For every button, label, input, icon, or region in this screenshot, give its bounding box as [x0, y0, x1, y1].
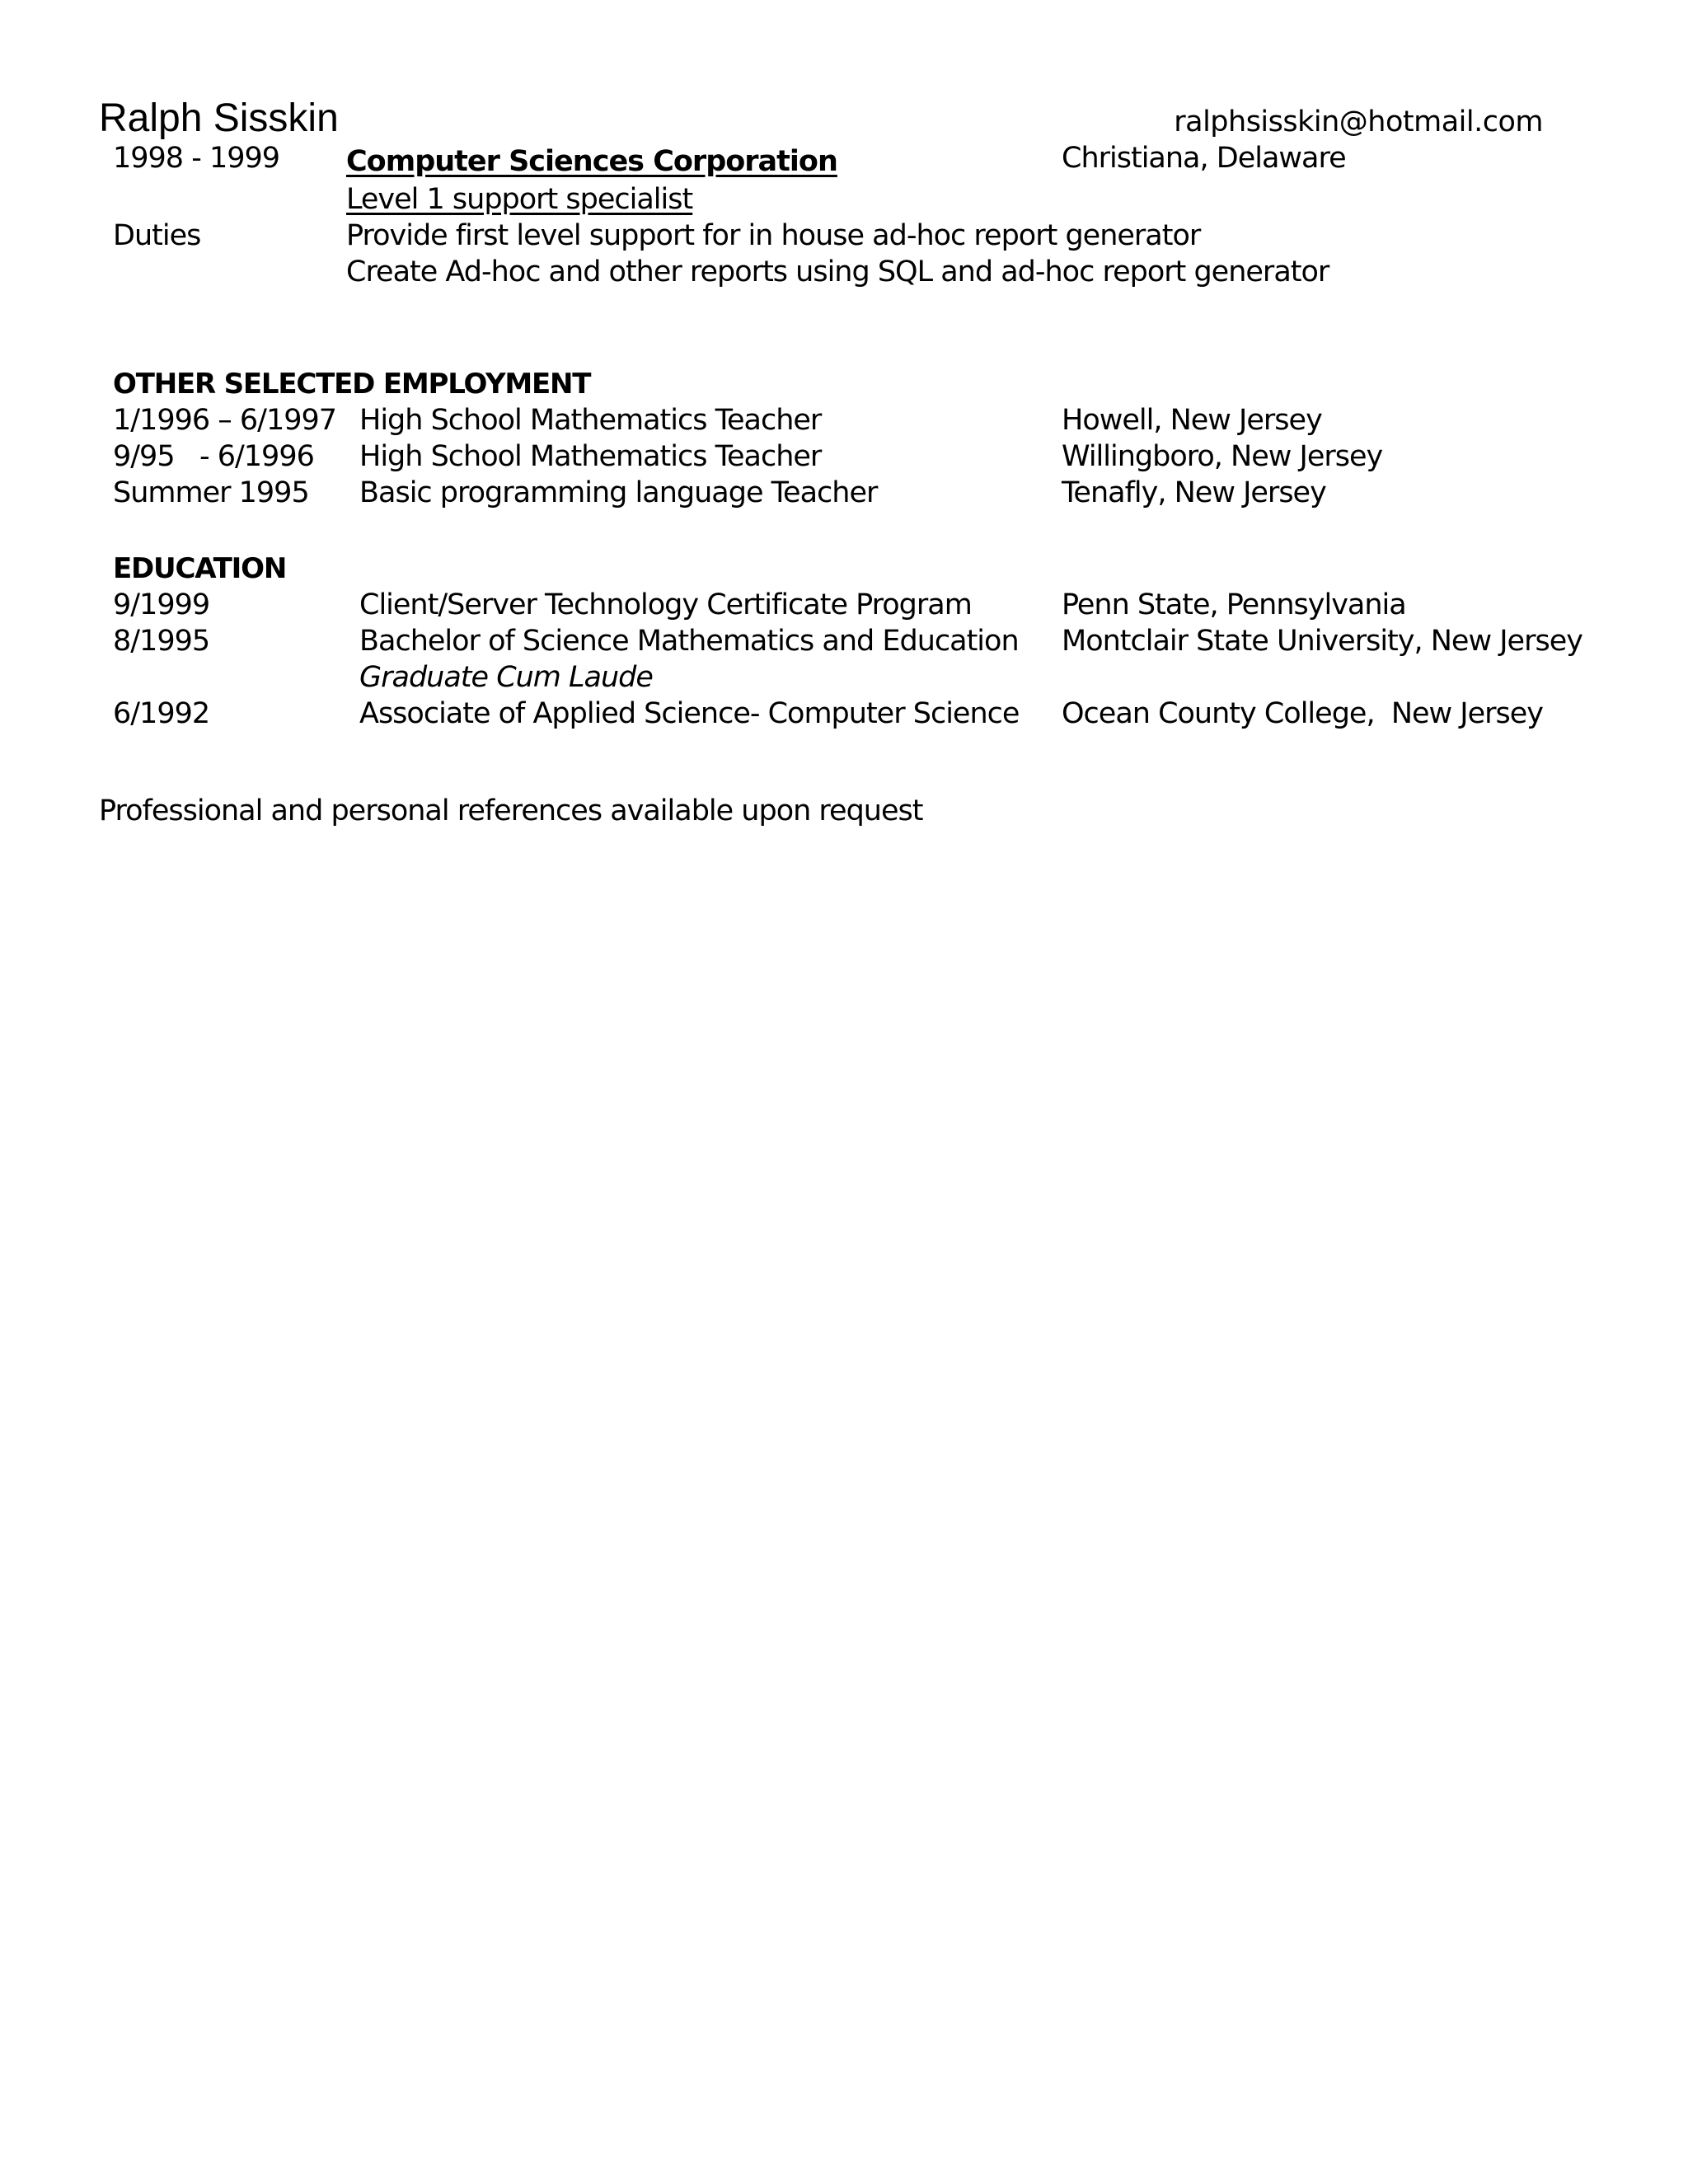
education-degree: Associate of Applied Science- Computer Science: [359, 697, 1020, 730]
education-date: 6/1992: [113, 697, 210, 730]
education-school: Penn State, Pennsylvania: [1062, 588, 1406, 621]
education-honor: Graduate Cum Laude: [359, 661, 653, 694]
job-dates: 1998 - 1999: [113, 142, 280, 175]
education-degree: Client/Server Technology Certificate Program: [359, 588, 972, 621]
education-school: Ocean County College, New Jersey: [1062, 697, 1544, 730]
education-date: 8/1995: [113, 625, 210, 658]
candidate-name: Ralph Sisskin: [99, 96, 339, 140]
employment-dates: 1/1996 – 6/1997: [113, 404, 337, 437]
job-title: Level 1 support specialist: [346, 183, 693, 216]
education-heading: EDUCATION: [113, 552, 287, 585]
employment-role: High School Mathematics Teacher: [359, 404, 822, 437]
education-date: 9/1999: [113, 588, 210, 621]
employment-location: Tenafly, New Jersey: [1062, 476, 1326, 509]
candidate-email: ralphsisskin@hotmail.com: [1174, 105, 1543, 138]
employment-dates: 9/95 - 6/1996: [113, 440, 314, 473]
education-degree: Bachelor of Science Mathematics and Education: [359, 625, 1019, 658]
employment-role: High School Mathematics Teacher: [359, 440, 822, 473]
job-duties-label: Duties: [113, 219, 201, 252]
job-location: Christiana, Delaware: [1062, 142, 1346, 175]
other-employment-heading: OTHER SELECTED EMPLOYMENT: [113, 368, 591, 401]
employment-location: Willingboro, New Jersey: [1062, 440, 1383, 473]
job-duty-item: Provide first level support for in house ad-hoc report generator: [346, 219, 1201, 252]
employment-location: Howell, New Jersey: [1062, 404, 1322, 437]
references-note: Professional and personal references available upon request: [99, 794, 923, 827]
job-company: Computer Sciences Corporation: [346, 145, 837, 178]
employment-role: Basic programming language Teacher: [359, 476, 878, 509]
employment-dates: Summer 1995: [113, 476, 309, 509]
education-school: Montclair State University, New Jersey: [1062, 625, 1582, 658]
job-duty-item: Create Ad-hoc and other reports using SQL and ad-hoc report generator: [346, 255, 1329, 288]
